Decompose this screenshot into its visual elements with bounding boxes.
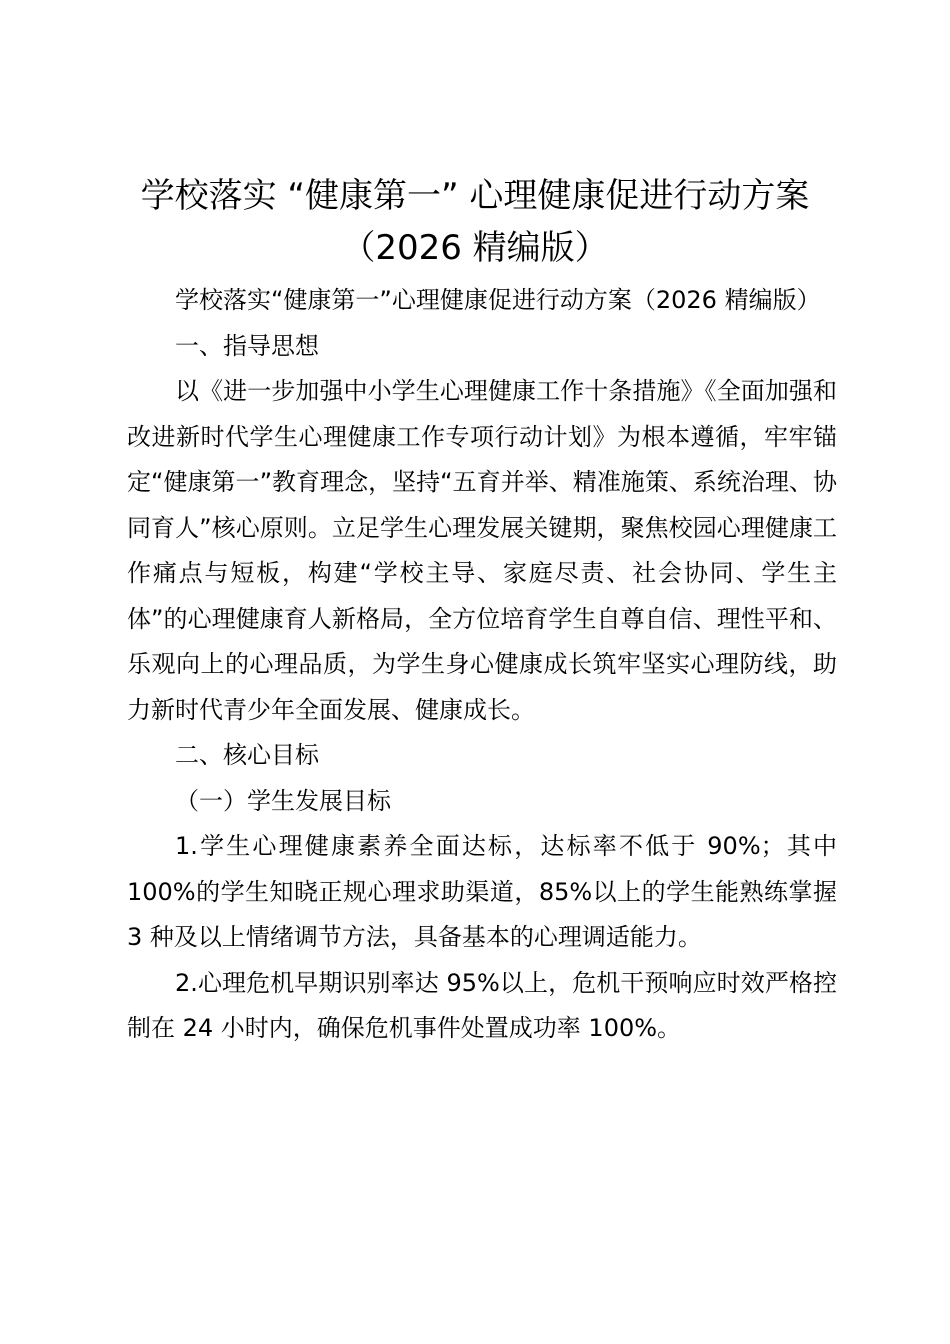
subtitle-paragraph: 学校落实“健康第一”心理健康促进行动方案（2026 精编版） [175,286,821,314]
body-paragraph-goal-1: 1.学生心理健康素养全面达标，达标率不低于 90%；其中 100%的学生知晓正规心理求助渠道，85%以上的学生能熟练掌握 3 种及以上情绪调节方法，具备基本的心理调适能力。 [127,832,837,951]
section-heading-core-goals: 二、核心目标 [175,741,319,769]
document-title: 学校落实 “健康第一” 心理健康促进行动方案（2026 精编版） [140,176,810,268]
subsection-heading-student-goals: （一）学生发展目标 [175,786,391,815]
body-paragraph-guiding-ideology: 以《进一步加强中小学生心理健康工作十条措施》《全面加强和改进新时代学生心理健康工作专项行动计划》为根本遵循，牢牢锚定“健康第一”教育理念，坚持“五育并举、精准施策、系统治理、协同育人”核心原则。立足学生心理发展关键期，聚焦校园心理健康工作痛点与短板，构建“学校主导、家庭尽责、社会协同、学生主体”的心理健康育人新格局，全方位培育学生自尊自信、理性平和、乐观向上的心理品质，为学生身心健康成长筑牢坚实心理防线，助力新时代青少年全面发展、健康成长。 [127,377,837,724]
section-heading-guiding-ideology: 一、指导思想 [175,331,319,360]
body-paragraph-goal-2: 2.心理危机早期识别率达 95%以上，危机干预响应时效严格控制在 24 小时内，确保危机事件处置成功率 100%。 [127,968,837,1042]
document-body [127,278,837,1052]
